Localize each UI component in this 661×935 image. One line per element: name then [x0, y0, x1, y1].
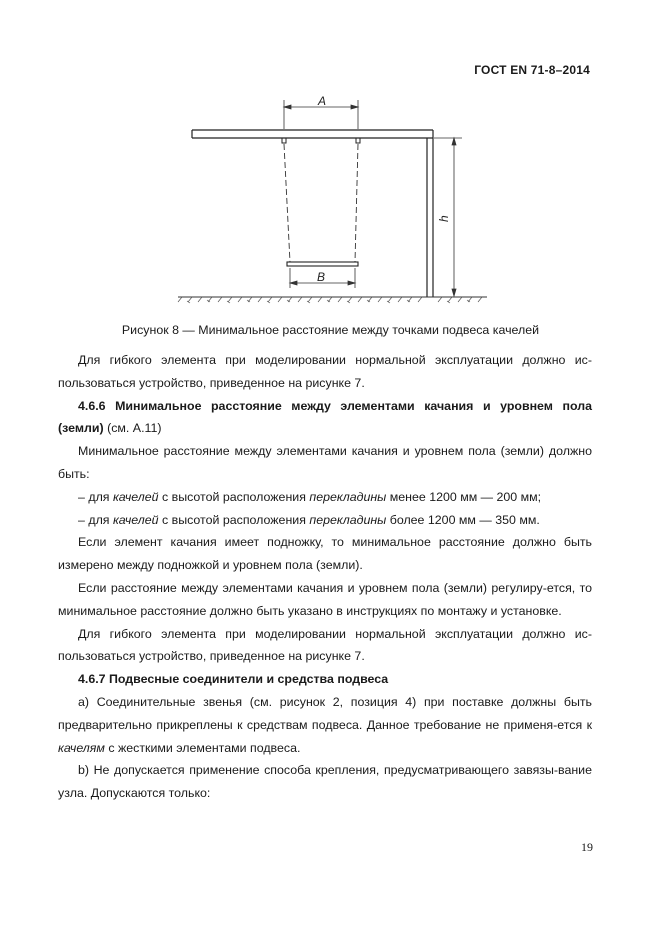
suspension-points [282, 138, 360, 143]
paragraph: Если элемент качания имеет подножку, то минимальное расстояние должно быть измерено между подножкой и уровнем пола (земли). [58, 535, 592, 573]
label-B: B [317, 270, 326, 284]
section-heading-4-6-6 [58, 395, 592, 441]
text-run: менее 1200 мм — 200 мм; [386, 489, 542, 504]
text-run: более 1200 мм — 350 мм. [386, 512, 540, 527]
section-ref: (см. А.11) [103, 421, 162, 436]
body-text [58, 349, 592, 805]
section-title: 4.6.7 Подвесные соединители и средства подвеса [78, 672, 389, 687]
beam [192, 130, 433, 138]
swing-ropes [284, 144, 358, 262]
text-run: с высотой расположения [158, 512, 310, 527]
section-title: 4.6.6 Минимальное расстояние между элементами качания и уровнем пола (земли) [58, 398, 592, 436]
section-heading-4-6-7 [58, 668, 592, 691]
text-run-italic: перекладины [309, 489, 387, 504]
list-item [58, 486, 592, 509]
page-number: 19 [581, 840, 593, 854]
paragraph [58, 691, 592, 759]
swing-seat [287, 262, 358, 266]
label-A: A [318, 94, 327, 108]
paragraph: b) Не допускается применение способа крепления, предусматривающего завязы-вание узла. Допускаются только: [58, 763, 592, 801]
list-item [58, 509, 592, 532]
text-run: с высотой расположения [158, 489, 310, 504]
text-run-italic: качелей [112, 512, 159, 527]
post [427, 130, 433, 297]
figure-caption: Рисунок 8 — Минимальное расстояние между точками подвеса качелей [121, 323, 540, 337]
document-header: ГОСТ EN 71-8–2014 [474, 63, 590, 77]
swing-figure [0, 0, 661, 320]
paragraph: Для гибкого элемента при моделировании нормальной эксплуатации должно ис-пользоваться устройство, приведенное на рисунке 7. [58, 626, 592, 664]
paragraph: Минимальное расстояние между элементами качания и уровнем пола (земли) должно быть: [58, 444, 592, 481]
text-run: с жесткими элементами подвеса. [104, 740, 301, 755]
ground-hatching [178, 297, 482, 303]
text-run: – для [78, 489, 113, 504]
label-h: h [437, 215, 451, 222]
text-run: – для [78, 512, 113, 527]
paragraph: Для гибкого элемента при моделировании нормальной эксплуатации должно ис-пользоваться устройство, приведенное на рисунке 7. [58, 353, 592, 390]
text-run: а) Соединительные звенья (см. рисунок 2, позиция 4) при поставке должны быть предварительно прикреплены к средствам подвеса. Данное требование не применя-ется к [58, 694, 592, 732]
paragraph: Если расстояние между элементами качания и уровнем пола (земли) регулиру-ется, то минимальное расстояние должно быть указано в инструкциях по монтажу и установке. [58, 580, 592, 618]
text-run-italic: качелям [58, 740, 105, 755]
text-run-italic: качелей [112, 489, 159, 504]
text-run-italic: перекладины [309, 512, 387, 527]
